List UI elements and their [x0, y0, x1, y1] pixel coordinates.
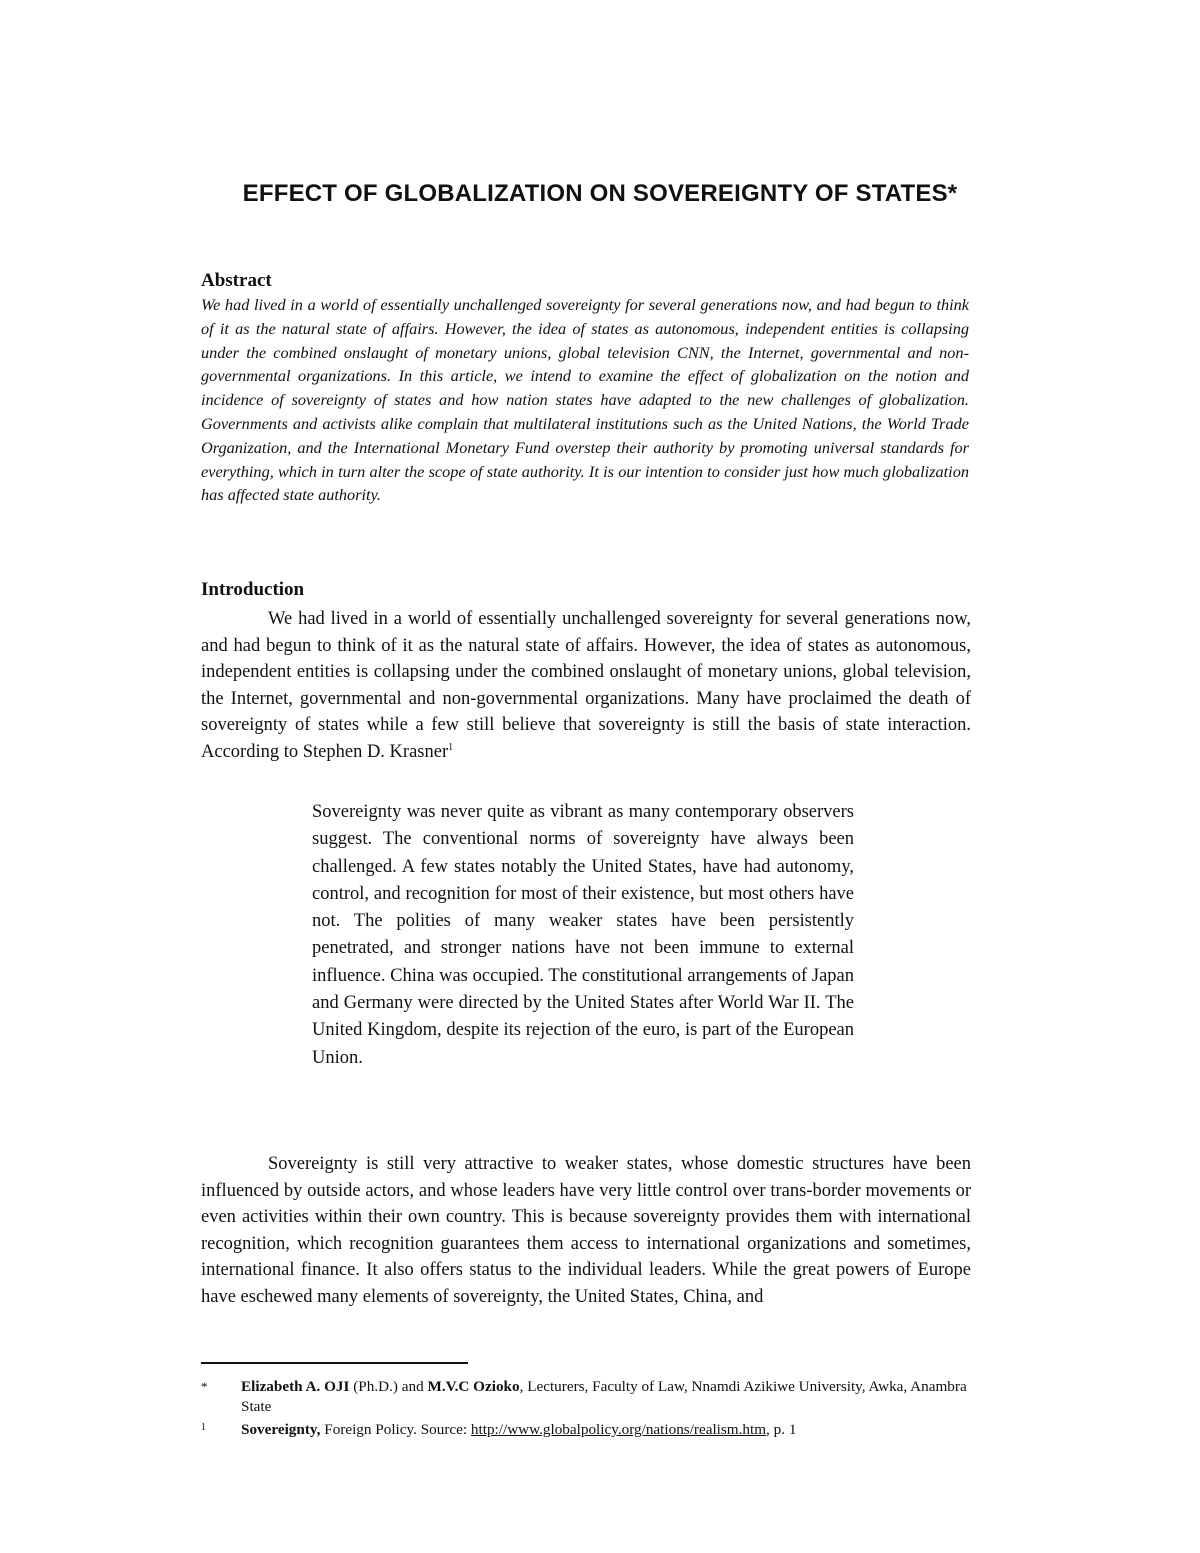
document-title: EFFECT OF GLOBALIZATION ON SOVEREIGNTY OF STATES* [242, 180, 958, 207]
footnote-1-bold: Sovereignty, [241, 1421, 321, 1438]
footnote-mark: 1 [201, 1422, 206, 1433]
introduction-heading: Introduction [201, 579, 305, 600]
footnote-separator [201, 1362, 468, 1364]
footnote-1-text: Foreign Policy. Source: [320, 1421, 471, 1438]
footnote-author-2: M.V.C Ozioko [427, 1378, 520, 1395]
footnote-1-source-link[interactable]: http://www.globalpolicy.org/nations/realism.htm [470, 1421, 767, 1438]
abstract-text: We had lived in a world of essentially unchallenged sovereignty for several generations now, and had begun to think of it as the natural state of affairs. However, the idea of states as autonomous, independent entities is collapsing under the combined onslaught of monetary unions, global television CNN, the Internet, governmental and non-governmental organizations. In this article, we intend to examine the effect of globalization on the notion and incidence of sovereignty of states and how nation states have adapted to the new challenges of globalization. Governments and activists alike complain that multilateral institutions such as the United Nations, the World Trade Organization, and the International Monetary Fund overstep their authority by promoting universal standards for everything, which in turn alter the scope of state authority. It is our intention to consider just how much globalization has affected state authority. [201, 295, 969, 505]
block-quote: Sovereignty was never quite as vibrant as many contemporary observers suggest. The conventional norms of sovereignty have always been challenged. A few states notably the United States, have had autonomy, control, and recognition for most of their existence, but most others have not. The polities of many weaker states have been persistently penetrated, and stronger nations have not been immune to external influence. China was occupied. The constitutional arrangements of Japan and Germany were directed by the United States after World War II. The United Kingdom, despite its rejection of the euro, is part of the European Union. [312, 802, 854, 1068]
footnote-mark: * [201, 1379, 208, 1394]
introduction-paragraph-1-text: We had lived in a world of essentially unchallenged sovereignty for several generations now, and had begun to think of it as the natural state of affairs. However, the idea of states as autonomous, independent entities is collapsing under the combined onslaught of monetary unions, global television, the Internet, governmental and non-governmental organizations. Many have proclaimed the death of sovereignty of states while a few still believe that sovereignty is still the basis of state interaction. According to Stephen D. Krasner [201, 609, 971, 762]
footnote-ref-1: 1 [448, 741, 454, 753]
footnote-1 [201, 1420, 971, 1442]
abstract-heading: Abstract [201, 270, 272, 291]
footnote-1-body [241, 1420, 971, 1440]
footnote-author-body [241, 1377, 971, 1417]
footnote-1-suffix: , p. 1 [766, 1421, 797, 1438]
footnote-author-text-2: , Lecturers, Faculty of Law, Nnamdi Azikiwe University, Awka, Anambra State [241, 1378, 967, 1415]
introduction-paragraph-2: Sovereignty is still very attractive to weaker states, whose domestic structures have been influenced by outside actors, and whose leaders have very little control over trans-border movements or even activities within their own country. This is because sovereignty provides them with international recognition, which recognition guarantees them access to international organizations and sometimes, international finance. It also offers status to the individual leaders. While the great powers of Europe have eschewed many elements of sovereignty, the United States, China, and [201, 1154, 971, 1307]
introduction-paragraph-1 [201, 606, 971, 766]
footnote-author-text-1: (Ph.D.) and [349, 1378, 428, 1395]
footnote-author [201, 1377, 971, 1419]
footnote-author-1: Elizabeth A. OJI [241, 1378, 350, 1395]
